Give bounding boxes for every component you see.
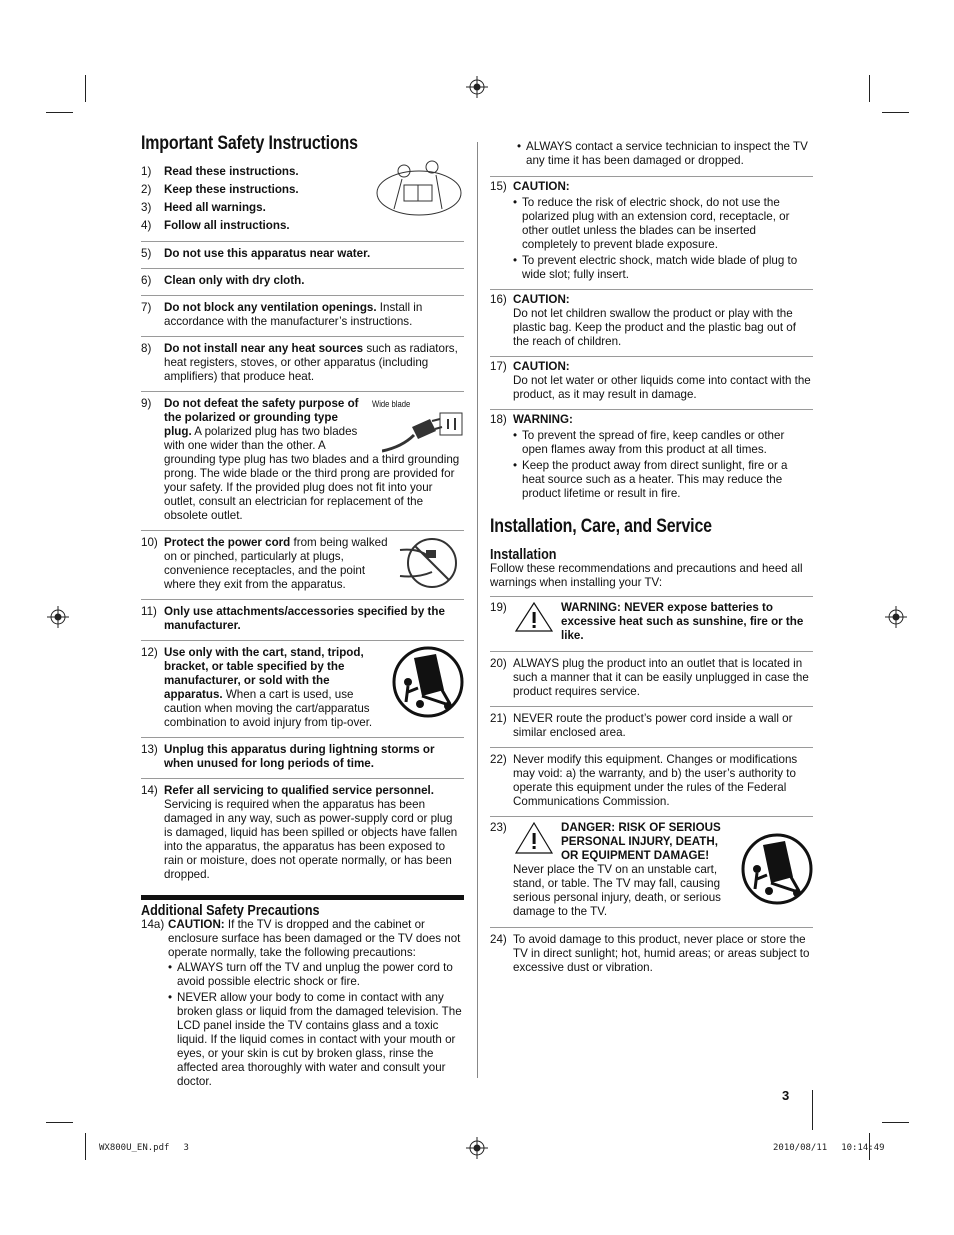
right-column [490, 140, 813, 982]
wide-blade-label: Wide blade [372, 399, 411, 409]
caution-item: 17) CAUTION: Do not let water or other liquids come into contact with the product, as it may result in damage. [490, 357, 813, 410]
plug-figure [372, 397, 464, 453]
installation-item: 20) ALWAYS plug the product into an outlet that is located in such a manner that it can be easily unplugged in case the product requires service. [490, 652, 813, 707]
instruction-item: 11) Only use attachments/accessories specified by the manufacturer. [141, 600, 464, 641]
crop-mark [869, 75, 870, 102]
page-number-rule [812, 1090, 813, 1130]
caution-item: 16) CAUTION: Do not let children swallow the product or play with the plastic bag. Keep the product and the plastic bag out of the reach of children. [490, 290, 813, 357]
crop-mark [882, 112, 909, 113]
instruction-item: 14) Refer all servicing to qualified service personnel. Servicing is required when the apparatus has been damaged in any way, such as power-supply cord or plug is damaged, liquid has been spilled or objects have fallen into the apparatus, the apparatus has been exposed to rain or moisture, does not operate normally, or has been dropped. [141, 784, 458, 881]
bullet-item: • ALWAYS turn off the TV and unplug the power cord to avoid possible electric shock or fire. [168, 961, 453, 988]
left-column [141, 133, 464, 1089]
warning-item: 18) WARNING: • To prevent the spread of fire, keep candles or other open flames away from this product at all times. • Keep the product away from direct sunlight, fire or a heat source such as a heater. This may reduce the product lifetime or result in fire. [490, 413, 788, 500]
crop-mark [46, 1122, 73, 1123]
crop-mark [882, 1122, 909, 1123]
warning-item: 19) WARNING: NEVER expose batteries to excessive heat such as sunshine, fire or the like. [490, 597, 813, 652]
column-divider [477, 142, 478, 1078]
footer-timestamp: 2010/08/11 10:14:49 [773, 1143, 885, 1153]
additional-safety-heading: Additional Safety Precautions [141, 902, 320, 919]
bullet-item: • ALWAYS contact a service technician to inspect the TV any time it has been damaged or dropped. [490, 140, 813, 177]
subsection-title: Installation [490, 546, 557, 563]
section-rule [141, 895, 464, 900]
instruction-item: 6) Clean only with dry cloth. [141, 269, 464, 296]
installation-item: 22) Never modify this equipment. Changes or modifications may void: a) the warranty, and b) the user’s authority to operate this equipment under the rules of the Federal Communications Commission. [490, 748, 813, 817]
instruction-item: 5) Do not use this apparatus near water. [141, 242, 464, 269]
page-number: 3 [782, 1088, 790, 1103]
registration-target-icon [47, 606, 69, 628]
bullet-item: • NEVER allow your body to come in contact with any broken glass or liquid from the damaged television. The LCD panel inside the TV contains glass and a toxic liquid. If the liquid comes in contact with your mouth or eyes, or your skin is cut by broken glass, rinse the affected area thoroughly with water and consult your doctor. [168, 991, 462, 1088]
installation-intro: Follow these recommendations and precautions and heed all warnings when installing your TV: [490, 562, 813, 597]
instruction-item: 8) Do not install near any heat sources such as radiators, heat registers, stoves, or other apparatus (including amplifiers) that produce heat. [141, 337, 464, 392]
instruction-group-1-4 [141, 163, 464, 242]
danger-item: 23) DANGER: RISK OF SERIOUS PERSONAL INJURY, DEATH, OR EQUIPMENT DAMAGE! Never place the TV on an unstable cart, stand, or table. The TV may fall, causing serious personal injury, death, or serious damage to the TV. [490, 817, 813, 928]
instruction-item: 3) Heed all warnings. [141, 201, 266, 214]
warning-triangle-icon [513, 601, 559, 633]
cart-tip-over-warning-icon [741, 833, 813, 905]
crop-mark [46, 112, 73, 113]
crop-mark [85, 75, 86, 102]
instruction-item: 13) Unplug this apparatus during lightning storms or when unused for long periods of time. [141, 738, 464, 779]
power-cord-prohibited-icon [398, 536, 464, 590]
reading-people-icon [374, 157, 464, 219]
instruction-item: 1) Read these instructions. [141, 165, 299, 178]
instruction-item: 12) Use only with the cart, stand, tripod, bracket, or table specified by the manufacturer, or sold with the apparatus. When a cart is used, use caution when moving the cart/apparatus combination to avoid injury from tip-over. [141, 641, 464, 738]
section-title: Installation, Care, and Service [490, 516, 712, 537]
instruction-item: 7) Do not block any ventilation openings. Install in accordance with the manufacturer’s instructions. [141, 296, 464, 337]
instruction-item: 4) Follow all instructions. [141, 219, 290, 232]
cart-tip-over-warning-icon [392, 646, 464, 718]
warning-triangle-icon [513, 821, 559, 855]
registration-target-icon [466, 76, 488, 98]
polarized-plug-icon [382, 407, 464, 453]
crop-mark [85, 1133, 86, 1160]
registration-target-icon [466, 1137, 488, 1159]
registration-target-icon [885, 606, 907, 628]
installation-item: 24) To avoid damage to this product, never place or store the TV in direct sunlight; hot, humid areas; or areas subject to excessive dust or vibration. [490, 933, 810, 974]
footer-filename: WX800U_EN.pdf 3 [99, 1143, 189, 1153]
installation-item: 21) NEVER route the product’s power cord inside a wall or similar enclosed area. [490, 707, 813, 748]
caution-item: 15) CAUTION: • To reduce the risk of electric shock, do not use the polarized plug with an extension cord, receptacle, or other outlet unless the blades can be inserted completely to prevent blade exposure. • To prevent electric shock, match wide blade of plug to wide slot; fully insert. [490, 177, 813, 290]
instruction-item: 10) Protect the power cord from being walked on or pinched, particularly at plugs, convenience receptacles, and the point where they exit from the apparatus. [141, 531, 464, 600]
page-title: Important Safety Instructions [141, 133, 358, 154]
instruction-item: 9) Wide blade Do not defeat the safety purpose of the polarized or grounding type plug. A polarized plug has two blades with one wider than the other. A grounding type plug has two blades and a third grounding prong. The wide blade or the third prong are provided for your safety. If the provided plug does not fit into your outlet, consult an electrician for replacement of the obsolete outlet. [141, 392, 464, 531]
instruction-item: 2) Keep these instructions. [141, 183, 299, 196]
additional-precaution: 14a) CAUTION: If the TV is dropped and the cabinet or enclosure surface has been damaged or the TV does not operate normally, take the following precautions: • ALWAYS turn off the TV and unplug the power cord to avoid possible electric shock or fire. • NEVER allow your body to come in contact with any broken glass or liquid from the damaged television. The LCD panel inside the TV contains glass and a toxic liquid. If the liquid comes in contact with your mouth or eyes, or your skin is cut by broken glass, rinse the affected area thoroughly with water and consult your doctor. [141, 918, 464, 1089]
